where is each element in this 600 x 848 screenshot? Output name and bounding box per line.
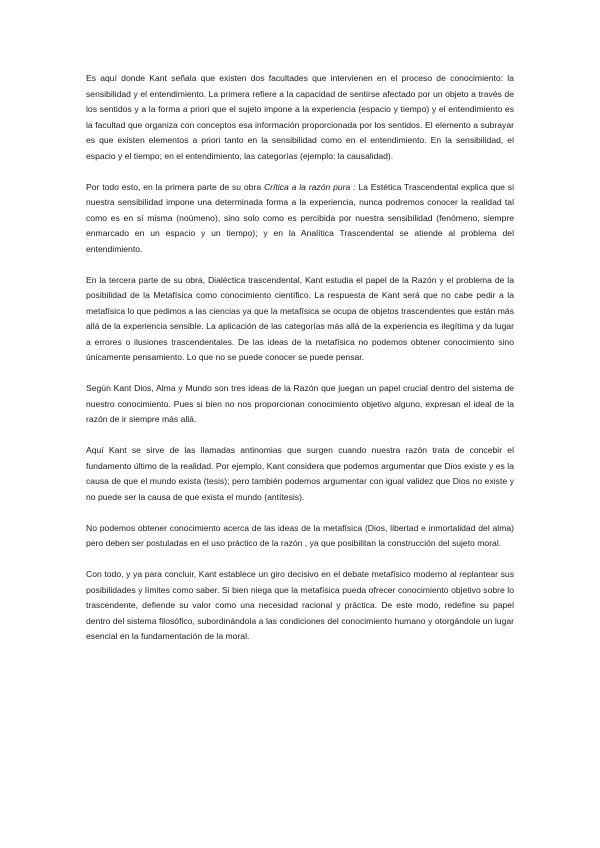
paragraph-sujeto-moral: No podemos obtener conocimiento acerca de las ideas de la metafísica (Dios, libertad e inmortalidad del alma) pero deben ser postuladas en el uso práctico de la razón , ya que posibilitan la construcción del sujeto moral. xyxy=(86,522,514,548)
paragraph-dialectica: En la tercera parte de su obra, Dialéctica trascendental, Kant estudia el papel de la Razón y el problema de la posibilidad de la Metafísica como conocimiento científico. La respuesta de Kant será que no cabe pedir a la metafísica lo que pedimos a las ciencias ya que la metafísica se ocupa de objetos trascendentes que están más allá de la experiencia sensible. La aplicación de las categorías más allá de la experiencia es ilegítima y da lugar a errores o ilusiones trascendentales. De las ideas de la metafísica no podemos obtener conocimiento sino únicamente pensamiento. Lo que no se puede conocer se puede pensar. xyxy=(86,274,514,362)
document-body xyxy=(86,71,514,660)
paragraph-2-rest: La Estética Trascendental explica que si nuestra sensibilidad impone una determinada forma a la experiencia, nunca podremos conocer la realidad tal como es en sí misma (noúmeno), sino solo como es percibida por nuestra sensibilidad (fenómeno, siempre enmarcado en un espacio y un tiempo); y en la Analítica Trascendental se atiende al problema del entendimiento. xyxy=(86,181,514,254)
paragraph-antinomias: Aquí Kant se sirve de las llamadas antinomias que surgen cuando nuestra razón trata de concebir el fundamento último de la realidad. Por ejemplo, Kant considera que podemos argumentar que Dios existe y es la causa de que el mundo exista (tesis); pero también podemos argumentar con igual validez que Dios no existe y no puede ser la causa de que exista el mundo (antítesis). xyxy=(86,445,514,502)
paragraph-ideas-razon: Según Kant Dios, Alma y Mundo son tres ideas de la Razón que juegan un papel crucial dentro del sistema de nuestro conocimiento. Pues si bien no nos proporcionan conocimiento objetivo alguno, expresan el ideal de la razón de ir siempre más allá. xyxy=(86,383,514,424)
paragraph-2-intro: Por todo esto, en la primera parte de su obra xyxy=(86,181,264,192)
paragraph-facultades: Es aquí donde Kant señala que existen dos facultades que intervienen en el proceso de conocimiento: la sensibilidad y el entendimiento. La primera refiere a la capacidad de sentirse afectado por un objeto a través de los sentidos y a la forma a priori que el sujeto impone a la experiencia (espacio y tiempo) y el entendimiento es la facultad que organiza con conceptos esa información proporcionada por los sentidos. El elemento a subrayar es que existen elementos a priori tanto en la sensibilidad como en el entendimiento. En la sensibilidad, el espacio y el tiempo; en el entendimiento, las categorías (ejemplo: la causalidad). xyxy=(86,73,514,161)
book-title: Crítica a la razón pura : xyxy=(263,181,356,192)
paragraph-conclusion: Con todo, y ya para concluir, Kant establece un giro decisivo en el debate metafísico moderno al replantear sus posibilidades y límites como saber. Si bien niega que la metafísica pueda ofrecer conocimiento objetivo sobre lo trascendente, defiende su valor como una necesidad racional y práctica. De este modo, redefine su papel dentro del sistema filosófico, subordinándola a las condiciones del conocimiento humano y otorgándole un lugar esencial en la fundamentación de la moral. xyxy=(86,569,514,641)
paragraph-estetica-trascendental xyxy=(86,180,514,258)
